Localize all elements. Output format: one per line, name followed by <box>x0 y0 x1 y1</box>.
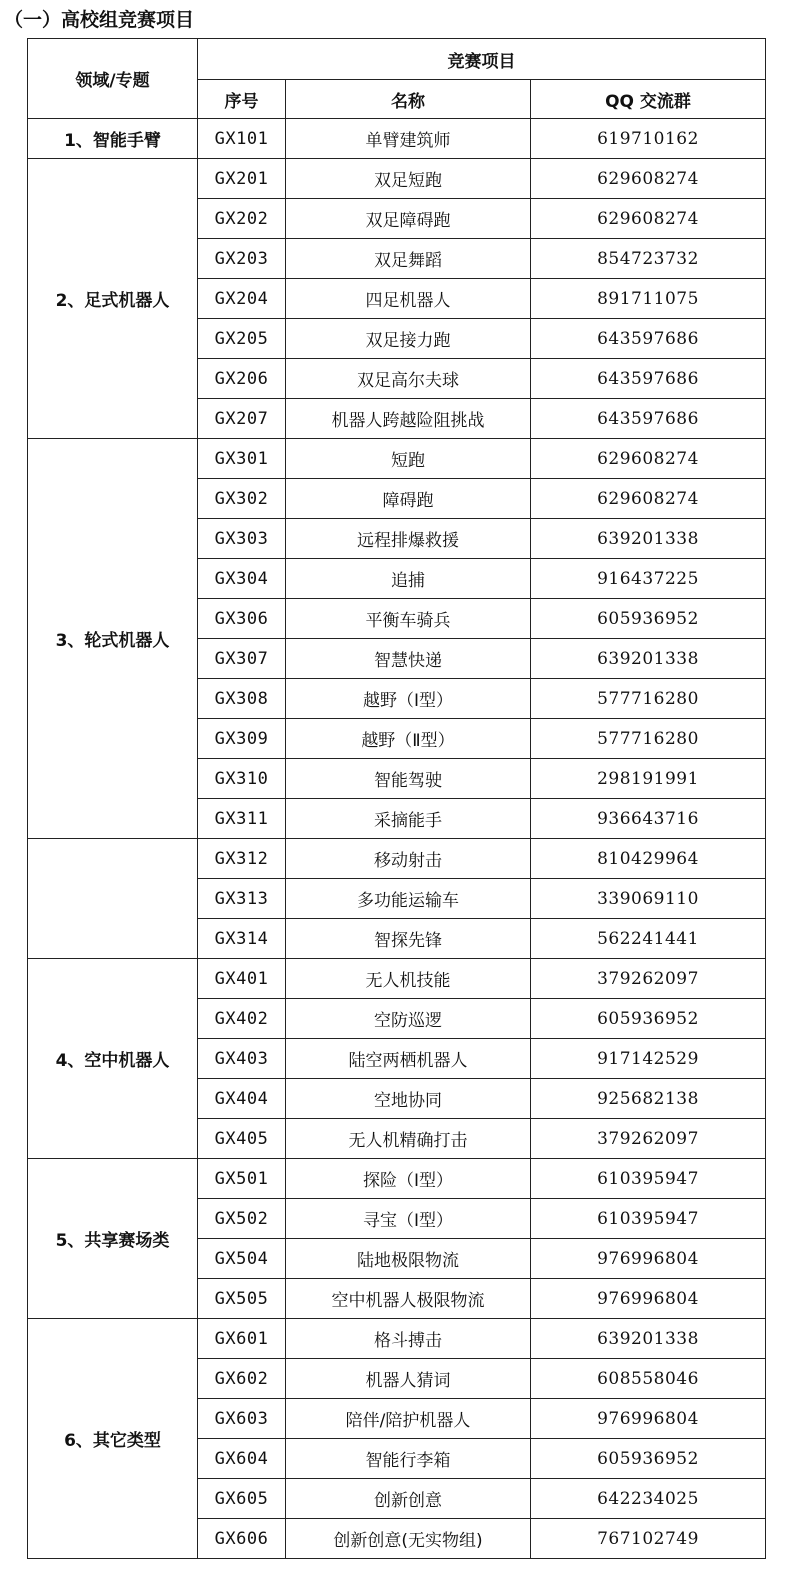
name-cell: 陪伴/陪护机器人 <box>286 1399 531 1439</box>
qq-group-cell: 577716280 <box>531 679 766 719</box>
section-heading: （一）高校组竞赛项目 <box>4 9 195 31</box>
name-column-header: 名称 <box>286 80 531 119</box>
qq-group-cell: 643597686 <box>531 319 766 359</box>
name-cell: 机器人猜词 <box>286 1359 531 1399</box>
qq-group-cell: 629608274 <box>531 439 766 479</box>
code-cell: GX205 <box>198 319 286 359</box>
qq-group-cell: 891711075 <box>531 279 766 319</box>
qq-column-header: QQ 交流群 <box>531 80 766 119</box>
code-cell: GX302 <box>198 479 286 519</box>
code-cell: GX201 <box>198 159 286 199</box>
code-cell: GX505 <box>198 1279 286 1319</box>
qq-group-cell: 639201338 <box>531 639 766 679</box>
qq-group-cell: 925682138 <box>531 1079 766 1119</box>
name-cell: 创新创意 <box>286 1479 531 1519</box>
code-cell: GX602 <box>198 1359 286 1399</box>
qq-group-cell: 577716280 <box>531 719 766 759</box>
table-row <box>28 839 766 879</box>
domain-header: 领域/专题 <box>28 39 198 119</box>
qq-group-cell: 976996804 <box>531 1399 766 1439</box>
table-row <box>28 959 766 999</box>
code-cell: GX404 <box>198 1079 286 1119</box>
code-cell: GX405 <box>198 1119 286 1159</box>
qq-group-cell: 619710162 <box>531 119 766 159</box>
qq-group-cell: 916437225 <box>531 559 766 599</box>
name-cell: 四足机器人 <box>286 279 531 319</box>
name-cell: 智能行李箱 <box>286 1439 531 1479</box>
name-cell: 双足舞蹈 <box>286 239 531 279</box>
code-cell: GX206 <box>198 359 286 399</box>
code-cell: GX202 <box>198 199 286 239</box>
name-cell: 创新创意(无实物组) <box>286 1519 531 1559</box>
name-cell: 平衡车骑兵 <box>286 599 531 639</box>
code-cell: GX304 <box>198 559 286 599</box>
qq-group-cell: 936643716 <box>531 799 766 839</box>
name-cell: 空地协同 <box>286 1079 531 1119</box>
name-cell: 陆空两栖机器人 <box>286 1039 531 1079</box>
name-cell: 寻宝（Ⅰ型） <box>286 1199 531 1239</box>
name-cell: 远程排爆救援 <box>286 519 531 559</box>
code-cell: GX604 <box>198 1439 286 1479</box>
name-cell: 无人机技能 <box>286 959 531 999</box>
table-row <box>28 119 766 159</box>
code-cell: GX312 <box>198 839 286 879</box>
code-cell: GX313 <box>198 879 286 919</box>
name-cell: 多功能运输车 <box>286 879 531 919</box>
project-header: 竞赛项目 <box>198 39 766 80</box>
code-cell: GX314 <box>198 919 286 959</box>
qq-group-cell: 605936952 <box>531 599 766 639</box>
name-cell: 双足障碍跑 <box>286 199 531 239</box>
code-cell: GX403 <box>198 1039 286 1079</box>
qq-group-cell: 610395947 <box>531 1199 766 1239</box>
code-cell: GX501 <box>198 1159 286 1199</box>
qq-group-cell: 917142529 <box>531 1039 766 1079</box>
qq-group-cell: 639201338 <box>531 1319 766 1359</box>
qq-group-cell: 605936952 <box>531 999 766 1039</box>
name-cell: 智能驾驶 <box>286 759 531 799</box>
qq-group-cell: 379262097 <box>531 1119 766 1159</box>
name-cell: 追捕 <box>286 559 531 599</box>
category-cell: 1、智能手臂 <box>28 119 198 159</box>
code-cell: GX502 <box>198 1199 286 1239</box>
name-cell: 探险（Ⅰ型） <box>286 1159 531 1199</box>
qq-group-cell: 643597686 <box>531 359 766 399</box>
name-cell: 双足高尔夫球 <box>286 359 531 399</box>
code-cell: GX601 <box>198 1319 286 1359</box>
code-cell: GX311 <box>198 799 286 839</box>
table-header <box>28 39 766 119</box>
qq-group-cell: 643597686 <box>531 399 766 439</box>
name-cell: 越野（Ⅱ型） <box>286 719 531 759</box>
name-cell: 移动射击 <box>286 839 531 879</box>
code-cell: GX309 <box>198 719 286 759</box>
category-cell: 6、其它类型 <box>28 1319 198 1559</box>
code-cell: GX401 <box>198 959 286 999</box>
name-cell: 越野（Ⅰ型） <box>286 679 531 719</box>
name-cell: 单臂建筑师 <box>286 119 531 159</box>
qq-group-cell: 298191991 <box>531 759 766 799</box>
code-cell: GX310 <box>198 759 286 799</box>
qq-group-cell: 379262097 <box>531 959 766 999</box>
table-row <box>28 1319 766 1359</box>
name-cell: 双足接力跑 <box>286 319 531 359</box>
table-row <box>28 159 766 199</box>
qq-group-cell: 339069110 <box>531 879 766 919</box>
qq-group-cell: 976996804 <box>531 1279 766 1319</box>
name-cell: 智探先锋 <box>286 919 531 959</box>
name-cell: 格斗搏击 <box>286 1319 531 1359</box>
table-body <box>28 119 766 1559</box>
competition-table <box>27 38 766 1559</box>
code-column-header: 序号 <box>198 80 286 119</box>
category-cell: 4、空中机器人 <box>28 959 198 1159</box>
code-cell: GX101 <box>198 119 286 159</box>
table-row <box>28 439 766 479</box>
name-cell: 短跑 <box>286 439 531 479</box>
qq-group-cell: 629608274 <box>531 159 766 199</box>
name-cell: 采摘能手 <box>286 799 531 839</box>
name-cell: 障碍跑 <box>286 479 531 519</box>
code-cell: GX207 <box>198 399 286 439</box>
name-cell: 空防巡逻 <box>286 999 531 1039</box>
code-cell: GX603 <box>198 1399 286 1439</box>
qq-group-cell: 605936952 <box>531 1439 766 1479</box>
qq-group-cell: 610395947 <box>531 1159 766 1199</box>
name-cell: 智慧快递 <box>286 639 531 679</box>
category-cell: 5、共享赛场类 <box>28 1159 198 1319</box>
code-cell: GX306 <box>198 599 286 639</box>
qq-group-cell: 562241441 <box>531 919 766 959</box>
code-cell: GX402 <box>198 999 286 1039</box>
category-cell: 3、轮式机器人 <box>28 439 198 839</box>
code-cell: GX204 <box>198 279 286 319</box>
code-cell: GX308 <box>198 679 286 719</box>
category-cell <box>28 839 198 959</box>
qq-group-cell: 854723732 <box>531 239 766 279</box>
qq-group-cell: 608558046 <box>531 1359 766 1399</box>
code-cell: GX307 <box>198 639 286 679</box>
qq-group-cell: 629608274 <box>531 199 766 239</box>
code-cell: GX606 <box>198 1519 286 1559</box>
qq-group-cell: 810429964 <box>531 839 766 879</box>
name-cell: 空中机器人极限物流 <box>286 1279 531 1319</box>
name-cell: 陆地极限物流 <box>286 1239 531 1279</box>
name-cell: 机器人跨越险阻挑战 <box>286 399 531 439</box>
qq-group-cell: 976996804 <box>531 1239 766 1279</box>
code-cell: GX504 <box>198 1239 286 1279</box>
qq-group-cell: 642234025 <box>531 1479 766 1519</box>
name-cell: 双足短跑 <box>286 159 531 199</box>
qq-group-cell: 639201338 <box>531 519 766 559</box>
code-cell: GX303 <box>198 519 286 559</box>
qq-group-cell: 629608274 <box>531 479 766 519</box>
qq-group-cell: 767102749 <box>531 1519 766 1559</box>
code-cell: GX203 <box>198 239 286 279</box>
code-cell: GX605 <box>198 1479 286 1519</box>
table-row <box>28 1159 766 1199</box>
name-cell: 无人机精确打击 <box>286 1119 531 1159</box>
code-cell: GX301 <box>198 439 286 479</box>
category-cell: 2、足式机器人 <box>28 159 198 439</box>
